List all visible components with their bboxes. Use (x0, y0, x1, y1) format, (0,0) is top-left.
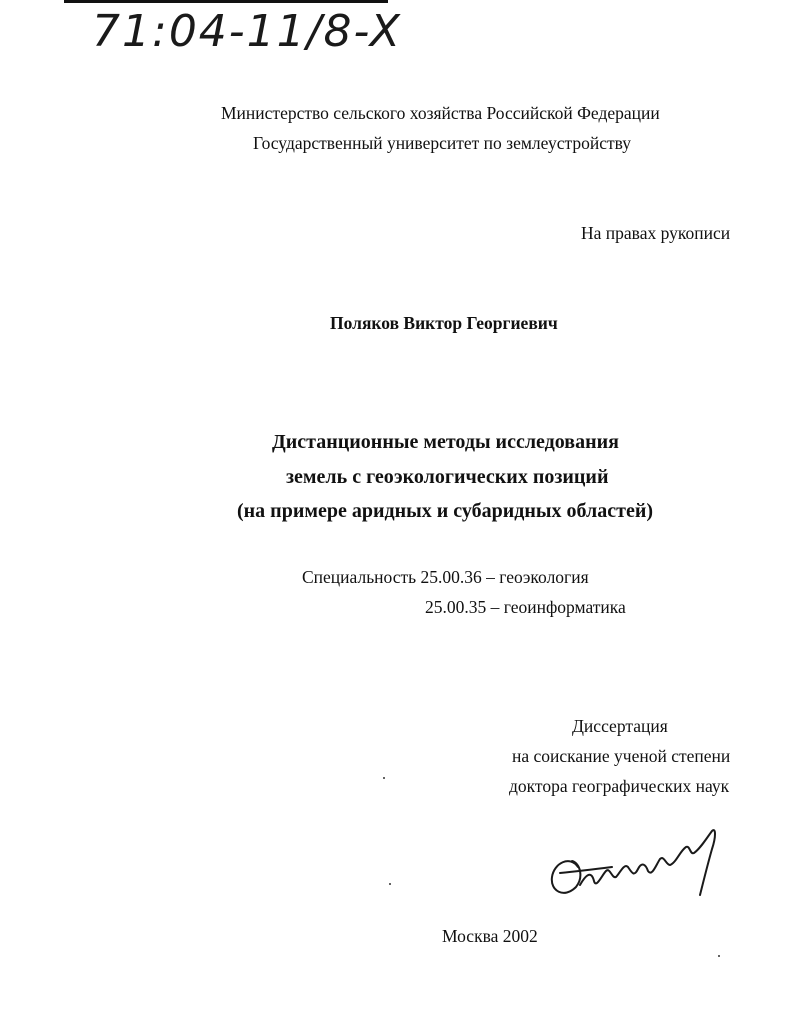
rights-note: На правах рукописи (581, 223, 731, 243)
city-year: Москва 2002 (442, 926, 538, 946)
signature-initial (552, 861, 612, 893)
dissertation-line-2: на соискание ученой степени (512, 746, 731, 766)
dissertation-line-1: Диссертация (572, 716, 668, 736)
author-signature (540, 815, 740, 915)
handwritten-code-text: 71:04-11/8-X (92, 6, 402, 54)
university-line: Государственный университет по землеустройству (253, 133, 632, 153)
scan-speck (389, 883, 391, 885)
handwritten-catalog-code (92, 4, 412, 54)
dissertation-line-3: доктора географических наук (509, 776, 730, 796)
specialty-line-2: 25.00.35 – геоинформатика (425, 597, 626, 617)
title-line-2: земель с геоэкологических позиций (286, 466, 609, 488)
signature-stroke (580, 830, 715, 895)
title-line-3: (на примере аридных и субаридных областей) (237, 500, 654, 522)
title-line-1: Дистанционные методы исследования (272, 431, 619, 453)
scan-speck (383, 777, 385, 779)
author-name: Поляков Виктор Георгиевич (330, 313, 558, 333)
ministry-line: Министерство сельского хозяйства Российской Федерации (221, 103, 660, 123)
top-rule (64, 0, 388, 3)
specialty-line-1: Специальность 25.00.36 – геоэкология (302, 567, 589, 587)
scan-speck (718, 955, 720, 957)
